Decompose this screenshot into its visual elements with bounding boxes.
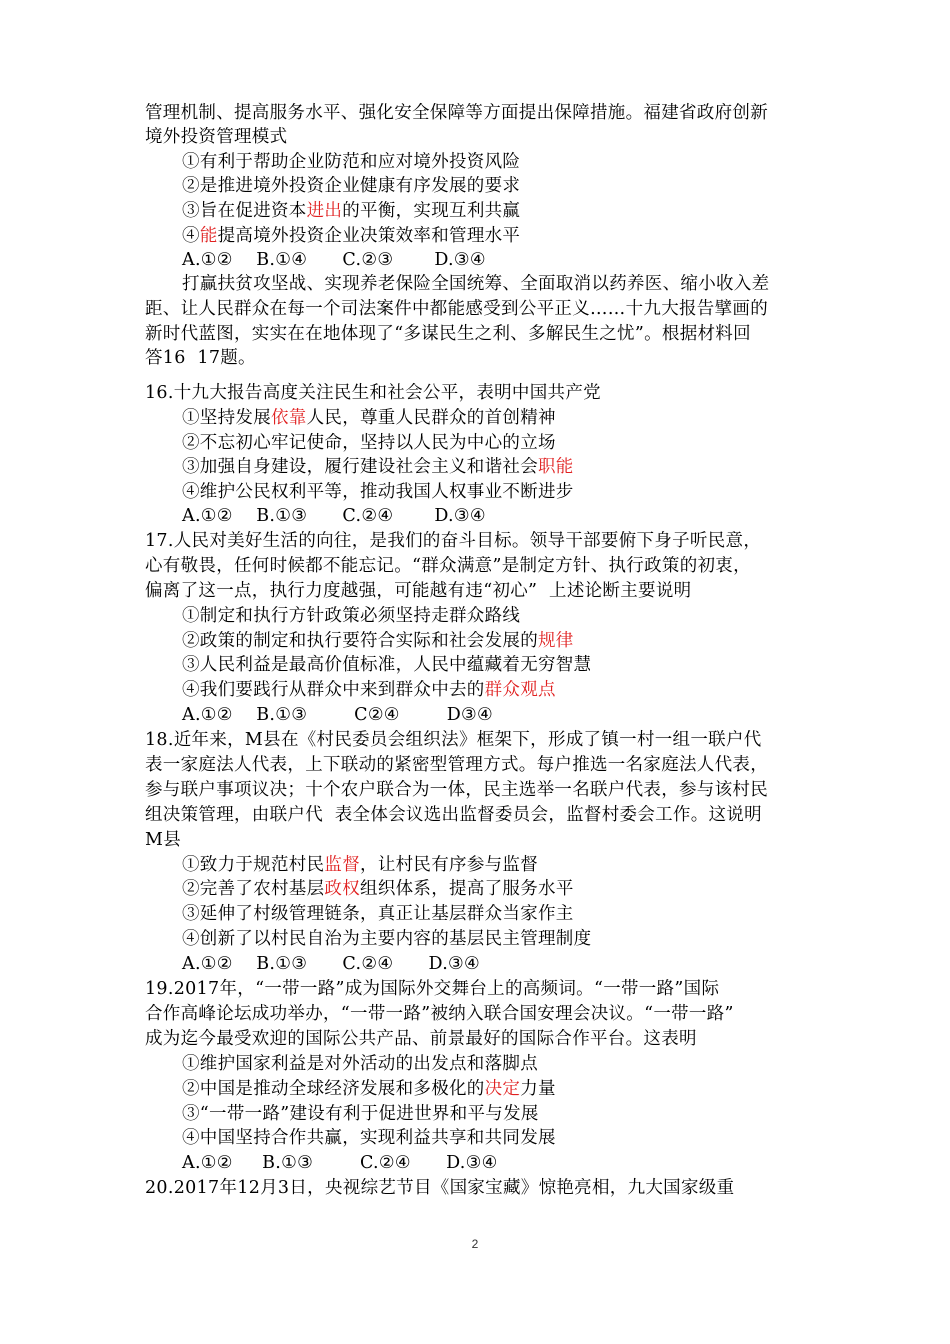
highlighted-text: 依靠 — [271, 408, 307, 428]
text-segment: 组织体系，提高了服务水平 — [360, 879, 574, 899]
text-segment: 境外投资管理模式 — [145, 127, 288, 147]
text-line — [182, 174, 520, 198]
text-line — [182, 604, 520, 628]
text-line — [145, 803, 762, 827]
text-line — [182, 902, 574, 926]
text-line — [145, 977, 719, 1001]
text-line — [182, 248, 486, 272]
text-segment: ④中国坚持合作共赢，实现利益共享和共同发展 — [182, 1128, 556, 1148]
text-segment: 提高境外投资企业决策效率和管理水平 — [217, 226, 521, 246]
text-line — [145, 554, 751, 578]
text-line — [182, 455, 574, 479]
text-segment: ③延伸了村级管理链条，真正让基层群众当家作主 — [182, 904, 574, 924]
text-segment: 新时代蓝图，实实在在地体现了“多谋民生之利、多解民生之忧”。根据材料回 — [145, 324, 751, 344]
text-segment: ③人民利益是最高价值标准，人民中蕴藏着无穷智慧 — [182, 655, 592, 675]
text-segment: ②是推进境外投资企业健康有序发展的要求 — [182, 176, 521, 196]
text-line — [145, 728, 762, 752]
text-segment: A.①② B.①③ C②④ D③④ — [182, 705, 494, 725]
text-line — [182, 150, 520, 174]
text-segment: ②不忘初心牢记使命，坚持以人民为中心的立场 — [182, 433, 556, 453]
text-line — [145, 753, 768, 777]
text-segment: 成为迄今最受欢迎的国际公共产品、前景最好的国际合作平台。这表明 — [145, 1029, 697, 1049]
text-segment: 合作高峰论坛成功举办，“一带一路”被纳入联合国安理会决议。“一带一路” — [145, 1004, 734, 1024]
text-segment: 19.2017年，“一带一路”成为国际外交舞台上的高频词。“一带一路”国际 — [145, 979, 720, 999]
text-segment: 管理机制、提高服务水平、强化安全保障等方面提出保障措施。福建省政府创新 — [145, 103, 768, 123]
text-line — [182, 406, 556, 430]
text-line — [145, 529, 761, 553]
highlighted-text: 监督 — [324, 855, 361, 875]
text-line — [182, 927, 591, 951]
text-line — [145, 346, 256, 370]
text-line — [182, 1102, 539, 1126]
text-line — [145, 381, 601, 405]
text-line — [145, 579, 691, 603]
text-segment: 距、让人民群众在每一个司法案件中都能感受到公平正义……十九大报告擘画的 — [145, 299, 768, 319]
text-segment: ④维护公民权利平等，推动我国人权事业不断进步 — [182, 482, 574, 502]
text-segment: 打赢扶贫攻坚战、实现养老保险全国统筹、全面取消以药养医、缩小收入差 — [182, 274, 770, 294]
text-line — [145, 1027, 697, 1051]
text-line — [182, 224, 520, 248]
text-line — [145, 125, 287, 149]
text-line — [182, 272, 769, 296]
text-segment: ①维护国家利益是对外活动的出发点和落脚点 — [182, 1054, 538, 1074]
text-segment: A.①② B.①③ C.②④ D.③④ — [182, 1153, 498, 1173]
text-segment: 答16 17题。 — [145, 348, 256, 368]
text-segment: ①致力于规范村民 — [182, 855, 325, 875]
text-segment: 参与联户事项议决；十个农户联合为一体，民主选举一名联户代表，参与该村民 — [145, 780, 768, 800]
text-line — [182, 1052, 538, 1076]
text-line — [145, 778, 768, 802]
highlighted-text: 群众观点 — [484, 680, 556, 700]
text-segment: 表一家庭法人代表，上下联动的紧密型管理方式。每户推选一名家庭法人代表， — [145, 755, 768, 775]
text-segment: A.①② B.①③ C.②④ D.③④ — [182, 954, 481, 974]
highlighted-text: 能 — [199, 226, 218, 246]
text-segment: ③“一带一路”建设有利于促进世界和平与发展 — [182, 1104, 539, 1124]
text-segment: ④创新了以村民自治为主要内容的基层民主管理制度 — [182, 929, 592, 949]
text-segment: ②完善了农村基层 — [182, 879, 325, 899]
text-line — [182, 1126, 556, 1150]
text-segment: ，让村民有序参与监督 — [360, 855, 539, 875]
text-segment: 的平衡，实现互利共赢 — [342, 201, 521, 221]
text-segment: 16.十九大报告高度关注民生和社会公平，表明中国共产党 — [145, 383, 601, 403]
highlighted-text: 政权 — [324, 879, 361, 899]
text-line — [145, 297, 768, 321]
text-line — [145, 828, 181, 852]
highlighted-text: 决定 — [484, 1079, 521, 1099]
text-line — [182, 952, 480, 976]
text-segment: 18.近年来，M县在《村民委员会组织法》框架下，形成了镇一村一组一联户代 — [145, 730, 762, 750]
highlighted-text: 职能 — [538, 457, 574, 477]
text-segment: 组决策管理，由联户代 表全体会议选出监督委员会，监督村委会工作。这说明 — [145, 805, 762, 825]
page-number: 2 — [471, 1237, 479, 1251]
text-line — [182, 431, 556, 455]
text-segment: ①制定和执行方针政策必须坚持走群众路线 — [182, 606, 521, 626]
text-segment: ③加强自身建设，履行建设社会主义和谐社会 — [182, 457, 538, 477]
text-segment: ①坚持发展 — [182, 408, 271, 428]
text-line — [182, 703, 493, 727]
text-line — [182, 877, 574, 901]
text-line — [182, 480, 574, 504]
text-segment: 人民，尊重人民群众的首创精神 — [306, 408, 556, 428]
text-line — [145, 1002, 734, 1026]
text-line — [182, 1077, 556, 1101]
text-segment: M县 — [145, 830, 182, 850]
text-line — [182, 853, 538, 877]
text-line — [182, 653, 591, 677]
text-segment: ④ — [182, 226, 200, 246]
text-segment: ②中国是推动全球经济发展和多极化的 — [182, 1079, 485, 1099]
text-line — [145, 1176, 734, 1200]
text-line — [182, 199, 520, 223]
text-line — [145, 322, 751, 346]
text-segment: A.①② B.①④ C.②③ D.③④ — [182, 250, 486, 270]
text-segment: 17.人民对美好生活的向往，是我们的奋斗目标。领导干部要俯下身子听民意， — [145, 531, 762, 551]
highlighted-text: 规律 — [538, 631, 574, 651]
text-line — [182, 1151, 498, 1175]
text-line — [145, 101, 768, 125]
text-line — [182, 678, 556, 702]
text-segment: ④我们要践行从群众中来到群众中去的 — [182, 680, 485, 700]
text-segment: A.①② B.①③ C.②④ D.③④ — [182, 506, 486, 526]
highlighted-text: 进出 — [306, 201, 343, 221]
text-segment: 偏离了这一点，执行力度越强，可能越有违“初心” 上述论断主要说明 — [145, 581, 692, 601]
text-line — [182, 629, 574, 653]
text-segment: ③旨在促进资本 — [182, 201, 307, 221]
text-segment: 心有敬畏，任何时候都不能忘记。“群众满意”是制定方针、执行政策的初衷， — [145, 556, 751, 576]
text-segment: 20.2017年12月3日，央视综艺节目《国家宝藏》惊艳亮相，九大国家级重 — [145, 1178, 735, 1198]
text-line — [182, 504, 486, 528]
text-segment: ②政策的制定和执行要符合实际和社会发展的 — [182, 631, 538, 651]
text-segment: ①有利于帮助企业防范和应对境外投资风险 — [182, 152, 521, 172]
text-segment: 力量 — [520, 1079, 556, 1099]
